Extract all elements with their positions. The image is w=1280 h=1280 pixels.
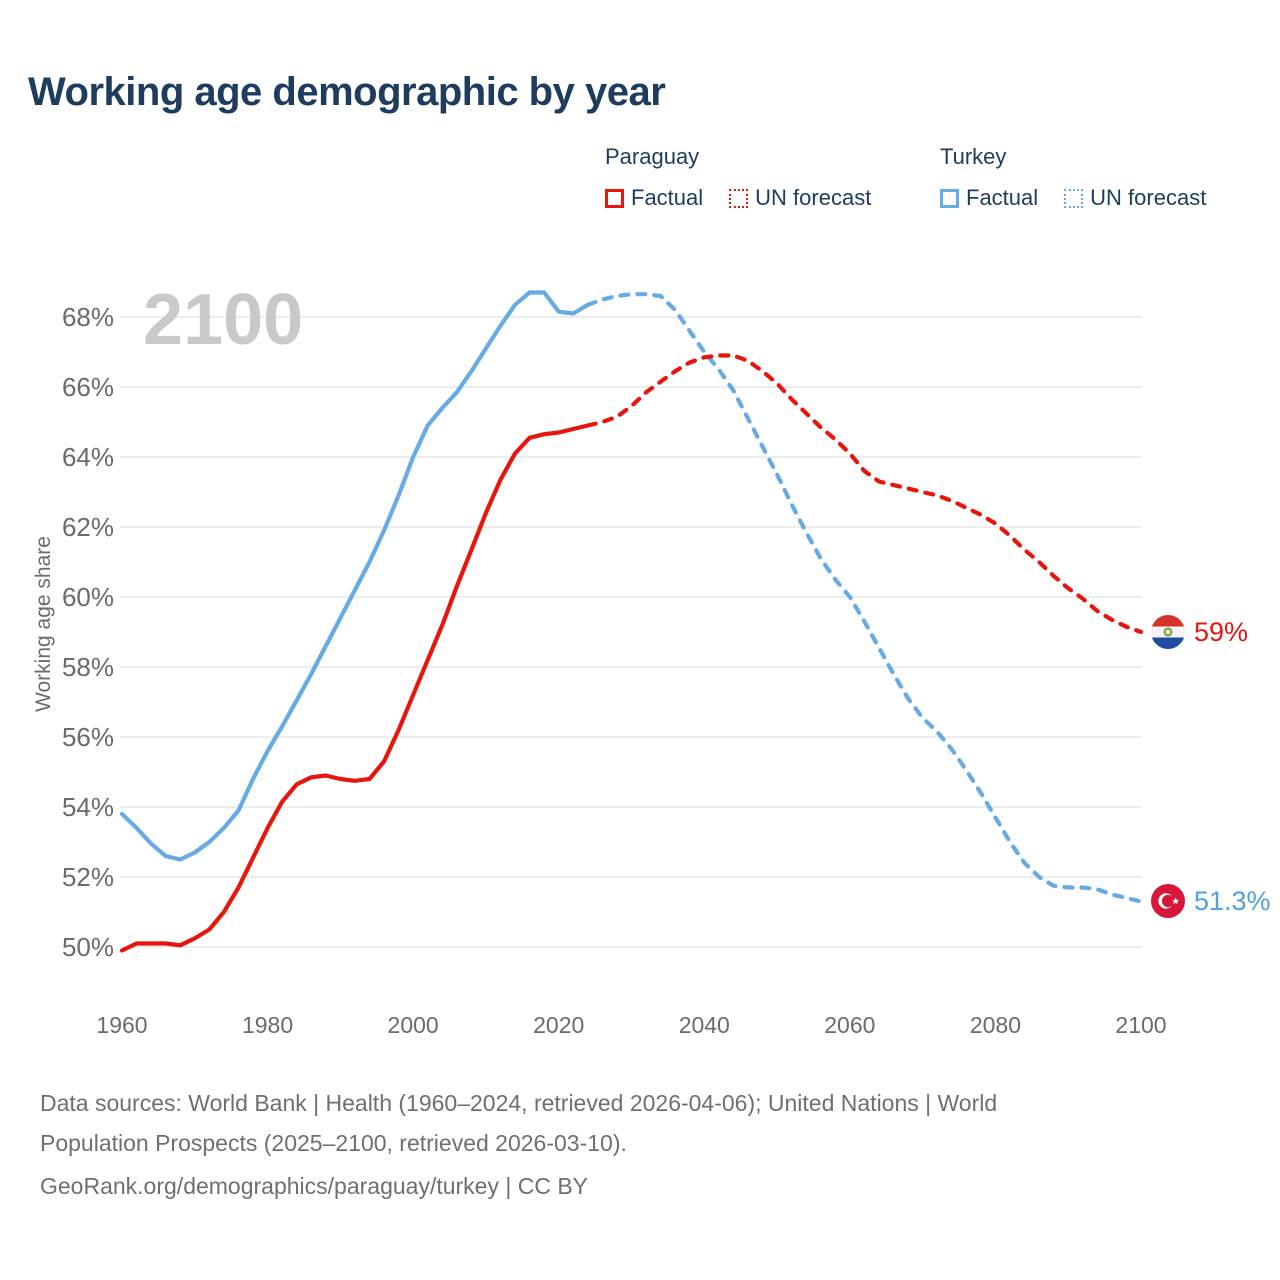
y-tick-label: 64% [61,442,114,472]
legend-item-label: UN forecast [1090,185,1207,210]
series-lines [122,293,1141,951]
y-tick-label: 68% [61,302,114,332]
x-tick-label: 2000 [387,1012,439,1038]
y-tick-label: 52% [61,862,114,892]
y-tick-label: 62% [61,512,114,542]
y-tick-label: 50% [61,932,114,962]
footer-source-line-2: Population Prospects (2025–2100, retrieved 2026-03-10). [40,1130,627,1156]
x-tick-label: 1980 [241,1012,294,1038]
legend-item-label: UN forecast [755,185,872,210]
legend-item-label: Factual [631,185,704,210]
paraguay-end-value: 59% [1194,616,1249,647]
x-tick-label: 2080 [969,1012,1021,1038]
paraguay-end-label [1151,615,1248,649]
x-tick-label: 2040 [678,1012,730,1038]
watermark: 2100 [143,280,304,360]
y-tick-label: 60% [61,582,114,612]
y-tick-label: 66% [61,372,114,402]
legend-item-label: Factual [966,185,1039,210]
y-tick-label: 56% [61,722,114,752]
series-turkey-factual [122,293,588,860]
footer-source-line-1: Data sources: World Bank | Health (1960–2024, retrieved 2026-04-06); United Nations | World [40,1090,998,1116]
paraguay-emblem-icon [1164,628,1173,637]
x-tick-label: 2060 [824,1012,876,1038]
y-tick-label: 54% [61,792,114,822]
page-title: Working age demographic by year [28,70,666,114]
x-tick-label: 2020 [533,1012,585,1038]
footer-attribution: GeoRank.org/demographics/paraguay/turkey | CC BY [40,1173,589,1199]
x-tick-label: 2100 [1115,1012,1167,1038]
paraguay-flag-icon [1151,615,1185,649]
y-tick-label: 58% [61,652,114,682]
x-tick-label: 1960 [96,1012,148,1038]
turkey-end-label [1151,884,1271,918]
y-axis-title: Working age share [32,536,55,712]
series-turkey-forecast [588,294,1141,901]
legend-country-turkey: Turkey [940,144,1007,169]
series-paraguay-forecast [588,356,1141,633]
legend-country-paraguay: Paraguay [605,144,700,169]
turkey-flag-icon [1151,884,1185,918]
gridlines [120,317,1142,947]
turkey-end-value: 51.3% [1194,885,1271,916]
series-paraguay-factual [122,426,588,951]
